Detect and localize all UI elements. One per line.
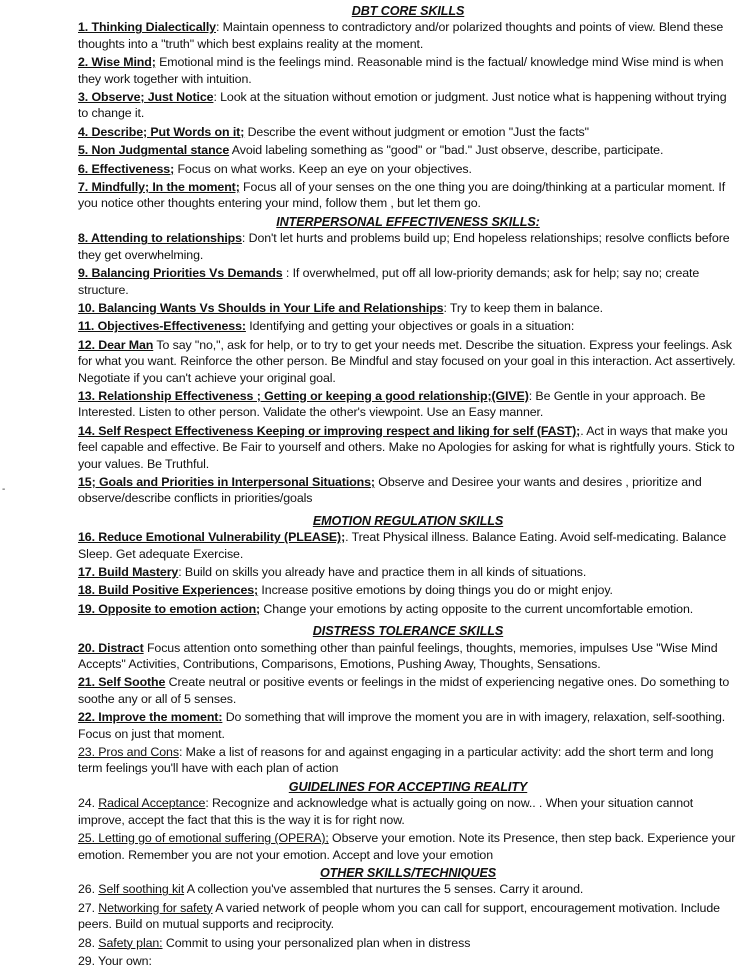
skill-item: [78, 19, 736, 52]
skill-name: 18. Build Positive Experiences;: [78, 583, 259, 598]
skill-name: 10. Balancing Wants Vs Shoulds in Your Life and Relationships: [78, 300, 444, 315]
skill-item: [78, 582, 736, 598]
skill-item: [78, 674, 736, 707]
skill-item: [78, 423, 736, 472]
skill-name: 9. Balancing Priorities Vs Demands: [78, 266, 283, 281]
skill-item: [78, 388, 736, 421]
skill-name: 3. Observe; Just Notice: [78, 90, 214, 105]
skill-item: [78, 935, 736, 951]
skill-description: Focus attention onto something other than painful feelings, thoughts, memories, impulses Use "Wise Mind Accepts" Activities, Contributions, Comparisons, Emotions, Pushing Away, Thoughts, Sensations.: [78, 640, 718, 672]
skill-description: : Make a list of reasons for and against engaging in a particular activity: add the short term and long term feelings you'll have with each plan of action: [78, 745, 714, 776]
skill-item: [78, 881, 736, 897]
skill-item: [78, 529, 736, 562]
skill-item: [78, 830, 736, 863]
skill-name: 13. Relationship Effectiveness ; Getting or keeping a good relationship;(GIVE): [78, 388, 529, 403]
section-heading: OTHER SKILLS/TECHNIQUES: [319, 865, 497, 880]
skill-item: [78, 89, 736, 122]
skill-name: 22. Improve the moment:: [78, 710, 223, 725]
dbt-skills-document: [78, 0, 736, 971]
skill-description: : Be Gentle in your approach. Be Interested. Listen to other person. Validate the other's viewpoint. Use an Easy manner.: [78, 388, 706, 420]
skill-item: [78, 601, 736, 617]
skill-name: Safety plan:: [98, 935, 163, 950]
skill-description: Commit to using your personalized plan when in distress: [162, 935, 471, 950]
skill-item: [78, 124, 736, 140]
skill-description: : Recognize and acknowledge what is actually going on now.. . When your situation cannot improve, accept the fact that this is the way it is for right now.: [78, 796, 694, 827]
section-heading: INTERPERSONAL EFFECTIVENESS SKILLS:: [276, 214, 540, 229]
skill-number: 29. Your own:: [78, 953, 152, 968]
skill-item: [78, 474, 736, 507]
skill-name: 23. Pros and Cons: [78, 745, 179, 760]
skill-item: [78, 640, 736, 673]
skill-item: [78, 337, 736, 386]
section-heading: DBT CORE SKILLS: [351, 4, 465, 18]
skill-name: 14. Self Respect Effectiveness Keeping or improving respect and liking for self (FAST);: [78, 423, 581, 438]
skill-description: Identifying and getting your objectives or goals in a situation:: [245, 319, 575, 334]
skill-name: 6. Effectiveness;: [78, 161, 175, 176]
skill-name: Networking for safety: [98, 900, 213, 915]
section-heading: DISTRESS TOLERANCE SKILLS: [312, 624, 504, 639]
skill-name: 16. Reduce Emotional Vulnerability (PLEASE);: [78, 530, 346, 545]
skill-item: [78, 54, 736, 87]
skill-name: 1. Thinking Dialectically: [78, 20, 216, 35]
skill-name: 11. Objectives-Effectiveness:: [78, 319, 246, 334]
skill-description: Observe your emotion. Note its Presence, then step back. Experience your emotion. Remember you are not your emotion. Accept and love your emotion: [78, 831, 736, 862]
skill-number: 28.: [78, 935, 99, 950]
skill-description: Avoid labeling something as "good" or "bad." Just observe, describe, participate.: [229, 143, 664, 158]
skill-description: Focus all of your senses on the one thing you are doing/thinking at a particular moment. If you notice other thoughts entering your mind, follow them , but let them go.: [78, 180, 726, 211]
skill-description: A collection you've assembled that nurtures the 5 senses. Carry it around.: [184, 882, 584, 897]
skill-description: : Don't let hurts and problems build up; End hopeless relationships; resolve conflicts before they get overwhelming.: [78, 231, 730, 262]
skill-number: 27.: [78, 900, 99, 915]
skill-description: . Treat Physical illness. Balance Eating. Avoid self-medicating. Balance Sleep. Get adequate Exercise.: [78, 530, 727, 561]
skill-item: [78, 953, 736, 969]
skill-item: [78, 161, 736, 177]
skill-description: Observe and Desiree your wants and desires , prioritize and observe/describe conflicts in priorities/goals: [78, 474, 702, 506]
skill-name: 5. Non Judgmental stance: [78, 143, 230, 158]
skill-name: 17. Build Mastery: [78, 565, 179, 579]
skill-description: : Try to keep them in balance.: [443, 300, 603, 315]
skill-name: 21. Self Soothe: [78, 675, 166, 690]
skill-item: [78, 230, 736, 263]
section-heading: GUIDELINES FOR ACCEPTING REALITY: [288, 779, 528, 794]
skill-description: : Maintain openness to contradictory and/or polarized thoughts and points of view. Blend these thoughts into a "truth" which best explains reality at the moment.: [78, 20, 724, 51]
skill-item: [78, 179, 736, 212]
skill-name: 2. Wise Mind;: [78, 55, 156, 70]
skill-description: Change your emotions by acting opposite to the current uncomfortable emotion.: [260, 601, 694, 616]
skill-name: 4. Describe; Put Words on it;: [78, 124, 245, 139]
skill-number: 26.: [78, 882, 99, 897]
skill-description: Increase positive emotions by doing things you do or might enjoy.: [258, 583, 613, 598]
skill-item: [78, 900, 736, 933]
skill-description: Create neutral or positive events or feelings in the midst of experiencing negative ones. Do something to soothe any or all of 5 senses.: [78, 675, 730, 706]
scan-mark: -: [2, 484, 6, 495]
skill-name: 15; Goals and Priorities in Interpersonal Situations;: [78, 474, 375, 489]
skill-item: [78, 142, 736, 158]
skill-name: 19. Opposite to emotion action;: [78, 601, 261, 616]
skill-item: [78, 564, 736, 580]
section-heading: EMOTION REGULATION SKILLS: [312, 513, 504, 528]
skill-name: 7. Mindfully; In the moment;: [78, 180, 240, 195]
skill-name: 20. Distract: [78, 640, 144, 655]
skill-description: : Look at the situation without emotion or judgment. Just notice what is happening without trying to change it.: [78, 90, 727, 121]
skill-name: Self soothing kit: [98, 882, 185, 897]
skill-description: Focus on what works. Keep an eye on your objectives.: [174, 161, 472, 176]
skill-description: : Build on skills you already have and practice them in all kinds of situations.: [178, 565, 587, 579]
skill-description: Emotional mind is the feelings mind. Reasonable mind is the factual/ knowledge mind Wise mind is when they work together with intuition.: [78, 55, 724, 86]
skill-item: [78, 744, 736, 777]
skill-description: Describe the event without judgment or emotion "Just the facts": [244, 124, 589, 139]
skill-name: 25. Letting go of emotional suffering (OPERA);: [78, 831, 329, 846]
skill-item: [78, 265, 736, 298]
skill-description: Do something that will improve the moment you are in with imagery, relaxation, self-soothing. Focus on just that moment.: [78, 710, 726, 741]
skill-description: . Act in ways that make you feel capable and effective. Be Fair to yourself and others. Make no Apologies for asking for what is rightfully yours. Stick to your values. Be Truthful.: [78, 423, 735, 471]
skill-item: [78, 795, 736, 828]
skill-item: [78, 318, 736, 334]
skill-description: A varied network of people whom you can call for support, encouragement motivation. Include peers. Build on mutual supports and reciprocity.: [78, 900, 720, 932]
skill-item: [78, 709, 736, 742]
skill-description: : If overwhelmed, put off all low-priority demands; ask for help; say no; create structure.: [78, 266, 700, 297]
skill-name: Radical Acceptance: [98, 796, 206, 811]
skill-name: 12. Dear Man: [78, 337, 154, 352]
skill-description: To say "no,", ask for help, or to try to get your needs met. Describe the situation. Express your feelings. Ask for what you want. Reinforce the other person. Be Mindful and stay focused on your goal in this interaction. Act assertively. Negotiate if you can't achieve your original goal.: [78, 337, 736, 385]
skill-number: 24.: [78, 796, 99, 811]
skill-name: 8. Attending to relationships: [78, 231, 242, 246]
skill-item: [78, 300, 736, 316]
